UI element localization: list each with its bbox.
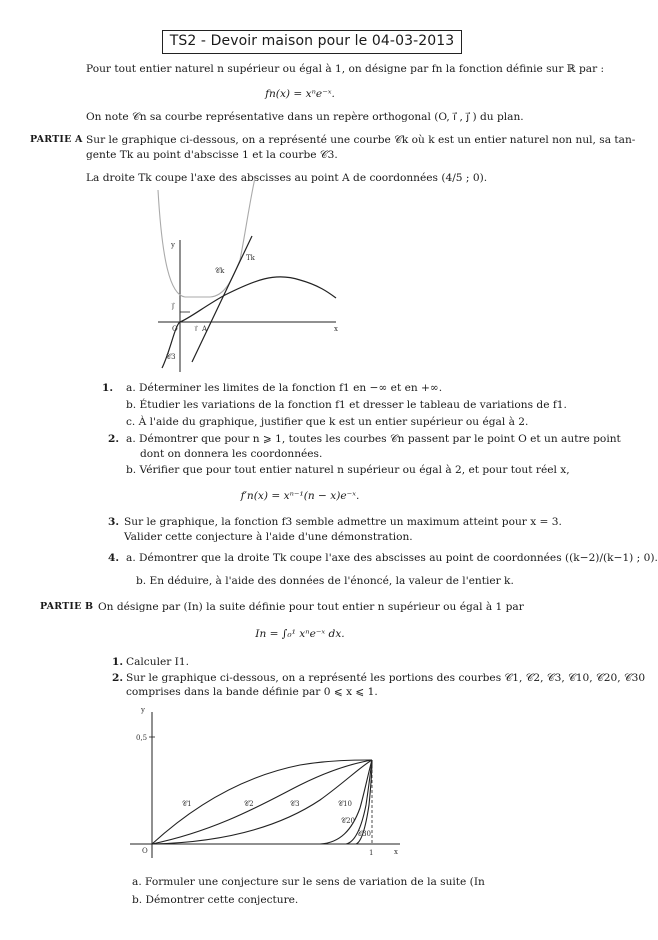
partB-q1-number: 1. (112, 656, 124, 668)
partA-text-2: gente Tk au point d'abscisse 1 et la courbe 𝒞3. (86, 149, 338, 161)
partA-q2b-formula: f′n(x) = xⁿ⁻¹(n − x)e⁻ˣ. (240, 490, 360, 502)
intro-line-1: Pour tout entier naturel n supérieur ou égal à 1, on désigne par fn la fonction définie sur ℝ par : (86, 63, 605, 75)
label-O: O (142, 847, 148, 855)
label-C10: 𝒞10 (338, 800, 353, 808)
partB-q2-cont: comprises dans la bande définie par 0 ⩽ x ⩽ 1. (126, 686, 378, 698)
partA-label: PARTIE A (30, 134, 83, 145)
partA-q3: Sur le graphique, la fonction f3 semble admettre un maximum atteint pour x = 3. (124, 516, 562, 528)
partA-q1c: c. À l'aide du graphique, justifier que k est un entier supérieur ou égal à 2. (126, 416, 529, 428)
partA-q1a: a. Déterminer les limites de la fonction f1 en −∞ et en +∞. (126, 382, 443, 394)
partA-q4-number: 4. (108, 552, 120, 564)
label-one: 1 (369, 849, 374, 857)
partA-q1b: b. Étudier les variations de la fonction f1 et dresser le tableau de variations de f1. (126, 399, 567, 411)
label-y: y (141, 706, 145, 714)
partA-q2-number: 2. (108, 433, 120, 445)
partA-q1-number: 1. (102, 382, 114, 394)
label-half: 0,5 (136, 734, 148, 742)
partA-q3-cont: Valider cette conjecture à l'aide d'une démonstration. (124, 531, 413, 543)
partA-text-3: La droite Tk coupe l'axe des abscisses au point A de coordonnées (4/5 ; 0). (86, 172, 488, 184)
label-j: j⃗ (172, 302, 174, 310)
partA-text-1: Sur le graphique ci-dessous, on a représenté une courbe 𝒞k où k est un entier naturel non nul, sa tan- (86, 134, 636, 146)
label-Ck: 𝒞k (215, 267, 225, 275)
partA-q4a: a. Démontrer que la droite Tk coupe l'axe des abscisses au point de coordonnées ((k−2)/(k−1) ; 0). (126, 552, 658, 564)
partB-qb: b. Démontrer cette conjecture. (132, 894, 299, 906)
label-Tk: Tk (246, 254, 255, 262)
partB-text-1: On désigne par (In) la suite définie pour tout entier n supérieur ou égal à 1 par (98, 601, 524, 613)
label-A: A (202, 325, 208, 333)
label-O: O (172, 325, 178, 333)
partA-q2a-cont: dont on donnera les coordonnées. (140, 448, 323, 460)
label-x: x (394, 848, 398, 856)
label-C20: 𝒞20 (341, 817, 356, 825)
partA-q4b: b. En déduire, à l'aide des données de l'énoncé, la valeur de l'entier k. (136, 575, 514, 587)
label-C1: 𝒞1 (182, 800, 192, 808)
partA-q2b: b. Vérifier que pour tout entier naturel n supérieur ou égal à 2, et pour tout réel x, (126, 464, 570, 476)
label-C3: 𝒞3 (290, 800, 300, 808)
page-title: TS2 - Devoir maison pour le 04-03-2013 (169, 33, 455, 50)
label-C2: 𝒞2 (244, 800, 254, 808)
partB-q2: Sur le graphique ci-dessous, on a représenté les portions des courbes 𝒞1, 𝒞2, 𝒞3, 𝒞10, 𝒞20, 𝒞30 (126, 672, 646, 684)
partB-qa: a. Formuler une conjecture sur le sens de variation de la suite (In (132, 876, 485, 888)
intro-line-2: On note 𝒞n sa courbe représentative dans un repère orthogonal (O, i⃗ , j⃗ ) du plan. (86, 111, 524, 123)
partB-label: PARTIE B (40, 601, 94, 612)
partA-q3-number: 3. (108, 516, 120, 528)
label-i: i⃗ (195, 325, 197, 333)
label-x: x (334, 325, 338, 333)
partB-q2-number: 2. (112, 672, 124, 684)
partA-q2a: a. Démontrer que pour n ⩾ 1, toutes les courbes 𝒞n passent par le point O et un autre point (126, 433, 621, 445)
partB-q1: Calculer I1. (126, 656, 189, 668)
label-y: y (171, 241, 175, 249)
intro-formula: fn(x) = xⁿe⁻ˣ. (265, 88, 335, 100)
label-C30: 𝒞30 (357, 830, 372, 838)
label-C3: 𝒞3 (166, 353, 176, 361)
partB-formula: In = ∫₀¹ xⁿe⁻ˣ dx. (255, 628, 345, 640)
